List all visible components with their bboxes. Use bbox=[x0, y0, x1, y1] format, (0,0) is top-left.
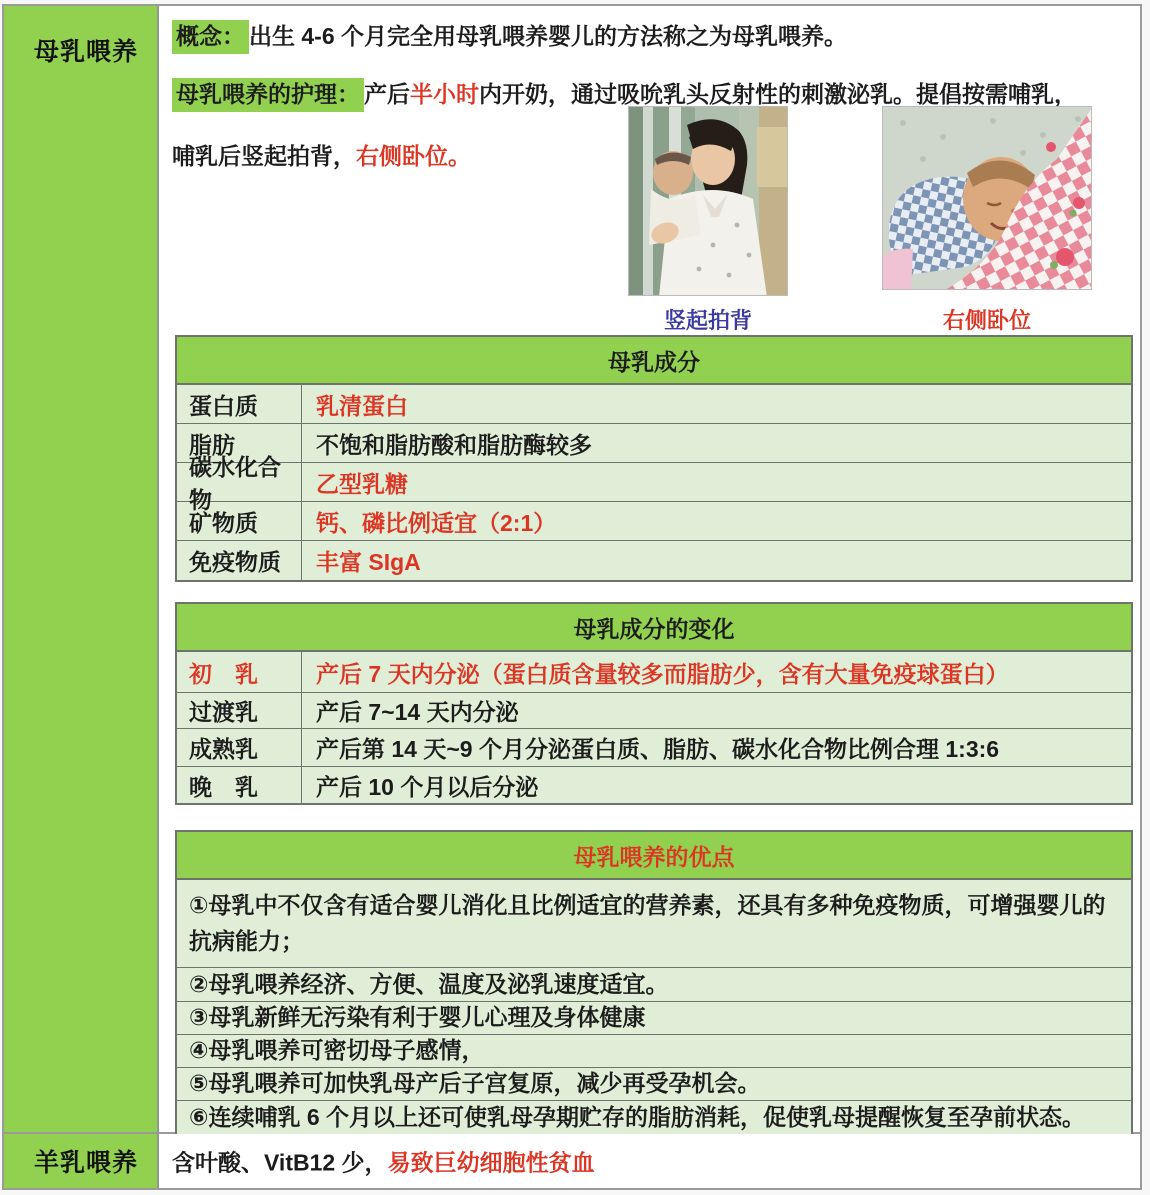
row-label: 矿物质 bbox=[177, 502, 302, 540]
table-row bbox=[177, 729, 1131, 767]
row-value: 乳清蛋白 bbox=[316, 392, 408, 419]
photo-burping-baby bbox=[628, 106, 788, 296]
concept-label: 概念： bbox=[172, 20, 249, 54]
care-line bbox=[172, 76, 1077, 109]
advantage-item: ②母乳喂养经济、方便、温度及泌乳速度适宜。 bbox=[177, 968, 1131, 1002]
row-label: 晚 乳 bbox=[177, 767, 302, 803]
care-line2-black: 哺乳后竖起拍背， bbox=[172, 143, 356, 169]
row-label: 过渡乳 bbox=[177, 693, 302, 728]
concept-text: 出生 4-6 个月完全用母乳喂养婴儿的方法称之为母乳喂养。 bbox=[249, 23, 848, 49]
table-advantages-title: 母乳喂养的优点 bbox=[177, 832, 1131, 880]
row-value: 产后 7~14 天内分泌 bbox=[316, 699, 519, 725]
table-composition-title: 母乳成分 bbox=[177, 337, 1131, 385]
care-label: 母乳喂养的护理： bbox=[172, 78, 364, 112]
row-value: 不饱和脂肪酸和脂肪酶较多 bbox=[316, 431, 592, 458]
care-line2-red: 右侧卧位。 bbox=[356, 143, 471, 169]
advantage-item: ①母乳中不仅含有适合婴儿消化且比例适宜的营养素，还具有多种免疫物质，可增强婴儿的抗病能力； bbox=[177, 880, 1131, 968]
row-label: 蛋白质 bbox=[177, 385, 302, 423]
table-row bbox=[177, 454, 1131, 513]
table-row bbox=[177, 424, 1131, 463]
side-label-breastfeeding: 母乳喂养 bbox=[34, 38, 139, 66]
table-changes-title: 母乳成分的变化 bbox=[177, 604, 1131, 652]
advantage-item: ⑤母乳喂养可加快乳母产后子宫复原，减少再受孕机会。 bbox=[177, 1068, 1131, 1101]
side-cell-breastfeeding bbox=[4, 6, 159, 1134]
care-pre: 产后 bbox=[364, 81, 410, 107]
table-row bbox=[177, 652, 1131, 693]
row-value: 产后第 14 天~9 个月分泌蛋白质、脂肪、碳水化合物比例合理 1:3:6 bbox=[316, 736, 1000, 762]
goat-milk-note-cell bbox=[159, 1134, 1140, 1188]
table-row bbox=[177, 693, 1131, 729]
row-label: 初 乳 bbox=[177, 652, 302, 692]
row-value: 产后 10 个月以后分泌 bbox=[316, 773, 539, 800]
row-label: 成熟乳 bbox=[177, 729, 302, 766]
side-label-goat-milk: 羊乳喂养 bbox=[34, 1149, 139, 1177]
row-label: 碳水化合物 bbox=[177, 463, 302, 501]
table-advantages bbox=[175, 830, 1133, 1137]
goat-milk-note bbox=[172, 1145, 595, 1178]
advantage-item: ⑥连续哺乳 6 个月以上还可使乳母孕期贮存的脂肪消耗，促使乳母提醒恢复至孕前状态。 bbox=[189, 1104, 1086, 1131]
burping-baby-illustration bbox=[629, 107, 788, 296]
care-rest: 内开奶，通过吸吮乳头反射性的刺激泌乳。提倡按需哺乳， bbox=[479, 81, 1077, 107]
photo-right-side-lying bbox=[882, 106, 1092, 290]
notes-table bbox=[2, 4, 1142, 1190]
table-row bbox=[177, 541, 1131, 580]
table-row bbox=[177, 385, 1131, 424]
side-cell-goat-milk bbox=[4, 1134, 159, 1188]
table-row bbox=[177, 502, 1131, 541]
table-row bbox=[177, 767, 1131, 803]
photo2-caption: 右侧卧位 bbox=[942, 308, 1031, 333]
concept-line bbox=[172, 18, 847, 51]
row-label: 免疫物质 bbox=[177, 541, 302, 580]
right-side-lying-illustration bbox=[883, 107, 1092, 290]
goat-milk-note-black: 含叶酸、VitB12 少， bbox=[172, 1149, 388, 1176]
table-changes bbox=[175, 602, 1133, 805]
photo1-caption: 竖起拍背 bbox=[663, 308, 752, 333]
row-value: 产后 7 天内分泌（蛋白质含量较多而脂肪少，含有大量免疫球蛋白） bbox=[316, 660, 1009, 687]
care-line2 bbox=[172, 138, 471, 171]
row-label: 脂肪 bbox=[177, 424, 302, 462]
goat-milk-note-red: 易致巨幼细胞性贫血 bbox=[387, 1149, 595, 1176]
content-cell bbox=[159, 6, 1140, 1134]
row-value: 乙型乳糖 bbox=[316, 470, 408, 497]
row-value: 钙、磷比例适宜（2:1） bbox=[316, 509, 557, 536]
care-red: 半小时 bbox=[410, 81, 479, 107]
row-value: 丰富 SIgA bbox=[316, 549, 421, 575]
advantage-item: ④母乳喂养可密切母子感情， bbox=[177, 1035, 1131, 1068]
advantage-item: ③母乳新鲜无污染有利于婴儿心理及身体健康 bbox=[177, 1002, 1131, 1035]
table-composition bbox=[175, 335, 1133, 582]
